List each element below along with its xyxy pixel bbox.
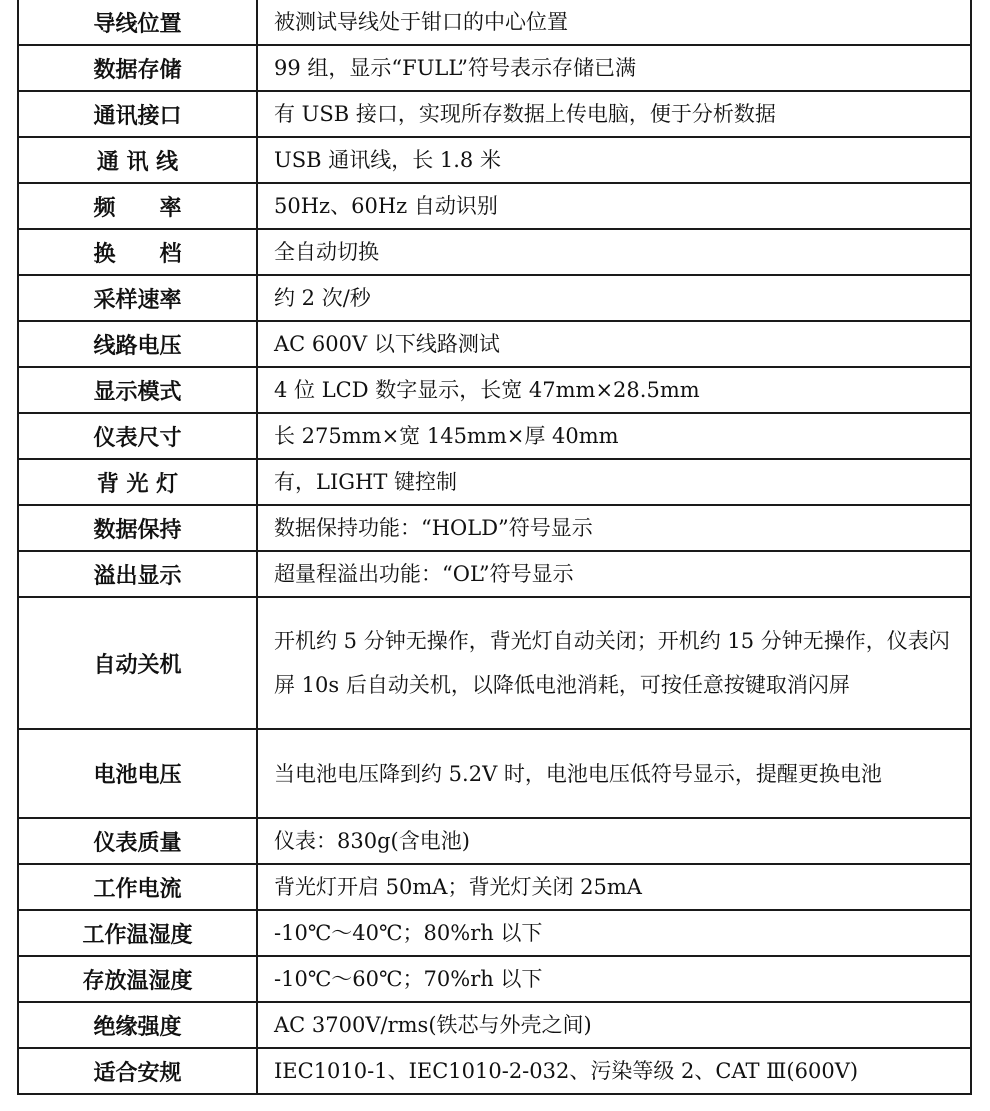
spec-label: 数据存储 bbox=[93, 57, 182, 83]
spec-label-cell bbox=[18, 910, 257, 956]
spec-label: 采样速率 bbox=[93, 287, 182, 313]
spec-label: 存放温湿度 bbox=[82, 968, 193, 994]
spec-label-cell bbox=[18, 275, 257, 321]
spec-row bbox=[18, 367, 971, 413]
spec-label: 自动关机 bbox=[93, 652, 182, 678]
spec-row bbox=[18, 729, 971, 818]
spec-value: USB 通讯线，长 1.8 米 bbox=[257, 137, 971, 183]
spec-label: 工作电流 bbox=[93, 876, 182, 902]
spec-label-cell bbox=[18, 0, 257, 45]
spec-row bbox=[18, 910, 971, 956]
spec-row bbox=[18, 45, 971, 91]
spec-row bbox=[18, 413, 971, 459]
spec-label: 工作温湿度 bbox=[82, 922, 193, 948]
spec-table bbox=[17, 0, 972, 1095]
spec-row bbox=[18, 551, 971, 597]
spec-label-cell bbox=[18, 1048, 257, 1094]
spec-value: 超量程溢出功能：“OL”符号显示 bbox=[257, 551, 971, 597]
spec-row bbox=[18, 183, 971, 229]
spec-value: 开机约 5 分钟无操作，背光灯自动关闭；开机约 15 分钟无操作，仪表闪屏 10s 后自动关机，以降低电池消耗，可按任意按键取消闪屏 bbox=[257, 597, 971, 729]
spec-value: 有，LIGHT 键控制 bbox=[257, 459, 971, 505]
spec-label-cell bbox=[18, 1002, 257, 1048]
spec-value: IEC1010-1、IEC1010-2-032、污染等级 2、CAT Ⅲ(600V) bbox=[257, 1048, 971, 1094]
spec-label-cell bbox=[18, 551, 257, 597]
spec-row bbox=[18, 597, 971, 729]
spec-label: 背 光 灯 bbox=[96, 471, 179, 497]
spec-label: 绝缘强度 bbox=[93, 1014, 182, 1040]
spec-label-cell bbox=[18, 597, 257, 729]
spec-value: 有 USB 接口，实现所存数据上传电脑，便于分析数据 bbox=[257, 91, 971, 137]
spec-label: 线路电压 bbox=[93, 333, 182, 359]
spec-row bbox=[18, 321, 971, 367]
spec-row bbox=[18, 91, 971, 137]
spec-label-cell bbox=[18, 956, 257, 1002]
spec-table-body bbox=[18, 0, 971, 1094]
spec-value: AC 600V 以下线路测试 bbox=[257, 321, 971, 367]
spec-label-cell bbox=[18, 137, 257, 183]
spec-label-cell bbox=[18, 45, 257, 91]
spec-label-cell bbox=[18, 321, 257, 367]
spec-row bbox=[18, 1048, 971, 1094]
spec-value: 长 275mm×宽 145mm×厚 40mm bbox=[257, 413, 971, 459]
spec-value: 仪表：830g(含电池) bbox=[257, 818, 971, 864]
spec-label-cell bbox=[18, 459, 257, 505]
spec-row bbox=[18, 1002, 971, 1048]
spec-label-cell bbox=[18, 367, 257, 413]
spec-value: 当电池电压降到约 5.2V 时，电池电压低符号显示，提醒更换电池 bbox=[257, 729, 971, 818]
spec-label-cell bbox=[18, 864, 257, 910]
spec-value: -10℃～40℃；80%rh 以下 bbox=[257, 910, 971, 956]
spec-label-cell bbox=[18, 229, 257, 275]
spec-value: AC 3700V/rms(铁芯与外壳之间) bbox=[257, 1002, 971, 1048]
spec-label: 仪表尺寸 bbox=[93, 425, 182, 451]
spec-row bbox=[18, 864, 971, 910]
spec-label: 通讯接口 bbox=[93, 103, 182, 129]
spec-value: 99 组，显示“FULL”符号表示存储已满 bbox=[257, 45, 971, 91]
spec-row bbox=[18, 229, 971, 275]
spec-label-cell bbox=[18, 413, 257, 459]
spec-label-cell bbox=[18, 183, 257, 229]
spec-label-cell bbox=[18, 505, 257, 551]
spec-row bbox=[18, 956, 971, 1002]
spec-value: 4 位 LCD 数字显示，长宽 47mm×28.5mm bbox=[257, 367, 971, 413]
spec-value: -10℃～60℃；70%rh 以下 bbox=[257, 956, 971, 1002]
spec-row bbox=[18, 459, 971, 505]
spec-label: 仪表质量 bbox=[93, 830, 182, 856]
spec-label-cell bbox=[18, 91, 257, 137]
spec-value: 被测试导线处于钳口的中心位置 bbox=[257, 0, 971, 45]
spec-row bbox=[18, 0, 971, 45]
spec-row bbox=[18, 505, 971, 551]
spec-label: 适合安规 bbox=[93, 1060, 182, 1086]
spec-label: 显示模式 bbox=[93, 379, 182, 405]
spec-label: 数据保持 bbox=[93, 517, 182, 543]
spec-label: 溢出显示 bbox=[93, 563, 182, 589]
spec-label: 通 讯 线 bbox=[96, 149, 179, 175]
spec-value: 约 2 次/秒 bbox=[257, 275, 971, 321]
spec-label: 频 率 bbox=[93, 195, 182, 221]
spec-value: 50Hz、60Hz 自动识别 bbox=[257, 183, 971, 229]
spec-label: 电池电压 bbox=[93, 763, 182, 788]
spec-value: 背光灯开启 50mA；背光灯关闭 25mA bbox=[257, 864, 971, 910]
spec-row bbox=[18, 818, 971, 864]
spec-value: 数据保持功能：“HOLD”符号显示 bbox=[257, 505, 971, 551]
spec-label-cell bbox=[18, 818, 257, 864]
spec-label: 换 档 bbox=[93, 241, 182, 267]
spec-label: 导线位置 bbox=[93, 11, 182, 37]
spec-row bbox=[18, 275, 971, 321]
spec-label-cell bbox=[18, 729, 257, 818]
spec-value: 全自动切换 bbox=[257, 229, 971, 275]
spec-row bbox=[18, 137, 971, 183]
